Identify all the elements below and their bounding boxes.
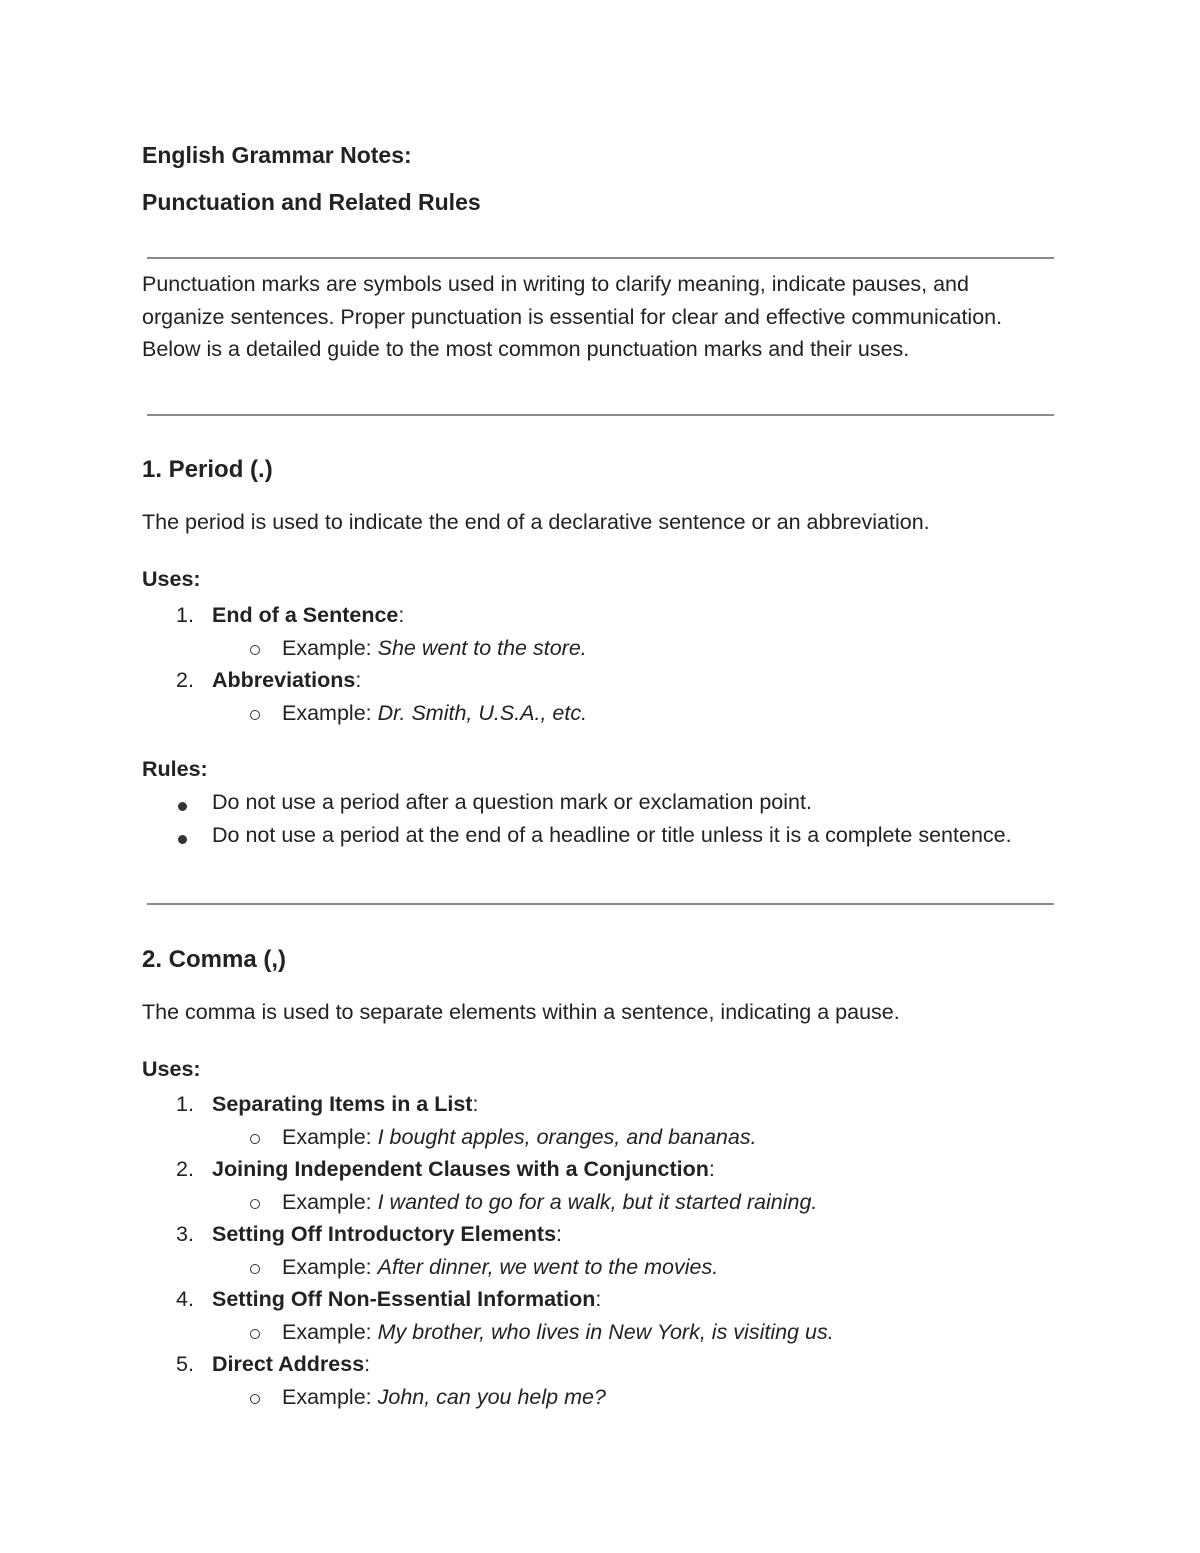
list-item-label: Direct Address:	[212, 1352, 371, 1376]
example-text: Example: I bought apples, oranges, and bananas.	[282, 1125, 757, 1149]
uses-label: Uses:	[142, 567, 201, 591]
list-item-label: Separating Items in a List:	[212, 1092, 479, 1116]
list-item-label: Joining Independent Clauses with a Conjunction:	[212, 1157, 715, 1181]
list-number: 5.	[176, 1352, 194, 1376]
list-number: 3.	[176, 1222, 194, 1246]
list-number: 1.	[176, 1092, 194, 1116]
example-text: Example: Dr. Smith, U.S.A., etc.	[282, 701, 588, 725]
uses-label: Uses:	[142, 1057, 201, 1081]
hollow-bullet-icon	[250, 645, 260, 655]
hollow-bullet-icon	[250, 1394, 260, 1404]
hollow-bullet-icon	[250, 710, 260, 720]
section-description: The comma is used to separate elements within a sentence, indicating a pause.	[142, 1000, 900, 1024]
list-item-label: End of a Sentence:	[212, 603, 405, 627]
list-number: 2.	[176, 668, 194, 692]
document-title: English Grammar Notes:	[142, 142, 412, 168]
intro-paragraph: Punctuation marks are symbols used in writing to clarify meaning, indicate pauses, and organize sentences. Proper punctuation is essential for clear and effective communication. Below is a detailed guide to the most common punctuation marks and their uses.	[142, 272, 1003, 361]
rule-text: Do not use a period after a question mark or exclamation point.	[212, 790, 812, 814]
section-heading-period: 1. Period (.)	[142, 456, 273, 483]
hollow-bullet-icon	[250, 1134, 260, 1144]
hollow-bullet-icon	[250, 1264, 260, 1274]
divider	[147, 257, 1054, 259]
list-number: 1.	[176, 603, 194, 627]
list-number: 4.	[176, 1287, 194, 1311]
example-text: Example: After dinner, we went to the movies.	[282, 1255, 719, 1279]
example-text: Example: She went to the store.	[282, 636, 587, 660]
list-item-label: Setting Off Introductory Elements:	[212, 1222, 563, 1246]
section-description: The period is used to indicate the end of a declarative sentence or an abbreviation.	[142, 510, 930, 534]
example-text: Example: My brother, who lives in New York, is visiting us.	[282, 1320, 834, 1344]
section-heading-comma: 2. Comma (,)	[142, 946, 287, 973]
list-item-label: Setting Off Non-Essential Information:	[212, 1287, 602, 1311]
divider	[147, 414, 1054, 416]
rule-text: Do not use a period at the end of a headline or title unless it is a complete sentence.	[212, 823, 1012, 847]
list-item-label: Abbreviations:	[212, 668, 362, 692]
rules-label: Rules:	[142, 757, 208, 781]
hollow-bullet-icon	[250, 1329, 260, 1339]
divider	[147, 903, 1054, 905]
example-text: Example: I wanted to go for a walk, but it started raining.	[282, 1190, 818, 1214]
list-number: 2.	[176, 1157, 194, 1181]
hollow-bullet-icon	[250, 1199, 260, 1209]
example-text: Example: John, can you help me?	[282, 1385, 606, 1409]
bullet-icon	[178, 802, 187, 811]
document-subtitle: Punctuation and Related Rules	[142, 189, 481, 215]
bullet-icon	[178, 835, 187, 844]
